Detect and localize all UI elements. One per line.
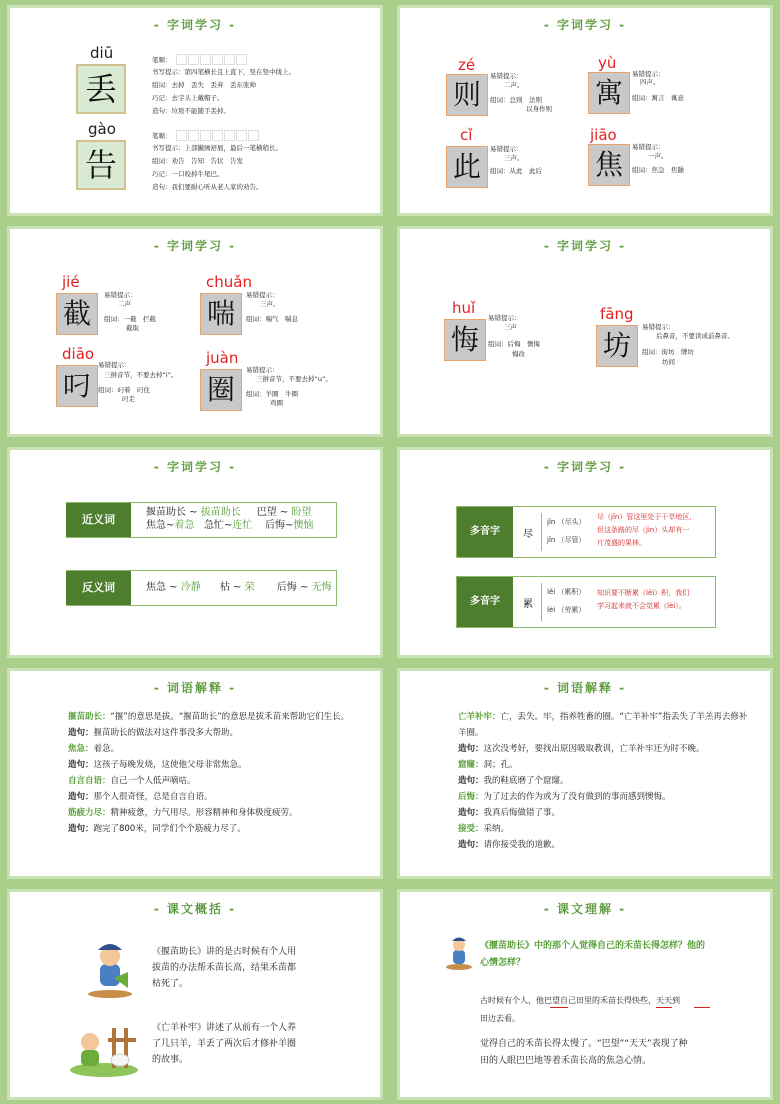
farmer-illustration bbox=[84, 938, 136, 998]
slide-title: - 字词学习 - bbox=[153, 239, 237, 253]
pinyin: zé bbox=[458, 56, 476, 74]
answer-line: 田的人眼巴巴地等着禾苗长高的焦急心情。 bbox=[480, 1056, 652, 1066]
question-line: 心情怎样？ bbox=[480, 958, 526, 968]
pinyin: jié bbox=[62, 273, 80, 291]
sentence-line: 尽（jǐn）管这里处于干旱地区， bbox=[597, 513, 697, 521]
character-box: 悔 bbox=[444, 319, 486, 361]
slide-9 bbox=[10, 892, 380, 1097]
summary-line: 《揠苗助长》讲的是古时候有个人用 bbox=[152, 947, 297, 957]
word-group: 组词：劝告 告知 告状 告发 bbox=[152, 157, 243, 165]
hint-label: 易错提示： bbox=[104, 291, 137, 299]
definition-item bbox=[458, 773, 748, 789]
slide-7 bbox=[10, 671, 380, 876]
definition-item bbox=[458, 757, 748, 773]
word: 枯 bbox=[219, 582, 230, 593]
definition-item bbox=[458, 709, 748, 741]
example-label: 造句： bbox=[458, 776, 484, 786]
character-box: 叼 bbox=[56, 365, 98, 407]
slide-4 bbox=[400, 229, 770, 434]
slide-title: - 课文理解 - bbox=[543, 902, 627, 916]
definition-item bbox=[68, 821, 358, 837]
slide-title: - 课文概括 - bbox=[153, 902, 237, 916]
example-sentence bbox=[597, 511, 696, 550]
antonym-box bbox=[66, 570, 337, 606]
question bbox=[480, 938, 705, 972]
character-box: 喘 bbox=[200, 293, 242, 335]
slide-5 bbox=[10, 450, 380, 655]
slide-title: - 字词学习 - bbox=[543, 18, 627, 32]
hint-text: 三声。 bbox=[260, 300, 280, 308]
character-box: 丢 bbox=[76, 64, 126, 114]
word-pair: 无悔 bbox=[311, 582, 332, 593]
slide-title: - 字词学习 - bbox=[543, 460, 627, 474]
antonym-label: 反义词 bbox=[66, 571, 131, 605]
word-pair: 冷静 bbox=[180, 582, 201, 593]
pinyin: diū bbox=[90, 44, 114, 62]
definition-item bbox=[68, 757, 358, 773]
word-group-extra: 鸡圈 bbox=[270, 399, 283, 407]
term: 焦急： bbox=[68, 744, 94, 754]
definition: 精神疲惫，力气用尽。形容精神和身体极度疲劳。 bbox=[110, 808, 298, 818]
pinyin: huǐ bbox=[452, 299, 476, 317]
word: 揠苗助长 bbox=[146, 507, 186, 518]
memory-tip: 巧记：一口咬掉牛尾巴。 bbox=[152, 170, 224, 178]
definition-item bbox=[458, 821, 748, 837]
term: 后悔： bbox=[458, 792, 484, 802]
word-group-extra: 悔改 bbox=[512, 350, 525, 358]
character-box: 告 bbox=[76, 140, 126, 190]
hint-text: 一声。 bbox=[648, 152, 668, 160]
sentence-line: 知识要不断累（lěi）积，我们 bbox=[597, 589, 690, 597]
example: 这孩子每晚发烧，这使他父母非常焦急。 bbox=[93, 760, 247, 770]
word-group: 组词：叼着 叼住 bbox=[98, 386, 150, 394]
question-line: 《揠苗助长》中的那个人觉得自己的禾苗长得怎样？他的 bbox=[480, 941, 706, 951]
summary-line: 拔苗的办法帮禾苗长高，结果禾苗都 bbox=[152, 963, 297, 973]
farmer-icon bbox=[444, 934, 474, 970]
polyphone-box-2 bbox=[456, 576, 716, 628]
slide-8 bbox=[400, 671, 770, 876]
sentence-line: 但这条路的尽（jìn）头却有一 bbox=[597, 526, 690, 534]
example-label: 造句： bbox=[68, 760, 94, 770]
example: 我真后悔做错了事。 bbox=[483, 808, 561, 818]
word-pair: 连忙 bbox=[232, 520, 253, 531]
antonym-pairs: 焦急 ~ 冷静 枯 ~ 荣 后悔 ~ 无悔 bbox=[146, 582, 332, 593]
hint-label: 易错提示： bbox=[488, 314, 521, 322]
summary-2 bbox=[152, 1020, 296, 1068]
definition-item bbox=[68, 773, 358, 789]
writing-tip: 书写提示：第四笔横长且上直下，竖在竖中线上。 bbox=[152, 68, 295, 76]
word: 巴望 bbox=[256, 507, 277, 518]
synonym-label: 近义词 bbox=[66, 503, 131, 537]
pinyin: diāo bbox=[62, 345, 95, 363]
example-label: 造句： bbox=[458, 808, 484, 818]
hint-label: 易错提示： bbox=[490, 145, 523, 153]
summary-line: 的故事。 bbox=[152, 1055, 189, 1065]
sentence-line: 片茂盛的果林。 bbox=[597, 539, 646, 547]
word: 后悔 bbox=[265, 520, 286, 531]
hint-text: 三声。 bbox=[504, 154, 524, 162]
example: 这次没考好，要找出原因吸取教训，亡羊补牢还为时不晚。 bbox=[483, 744, 705, 754]
definition-item bbox=[458, 789, 748, 805]
pinyin: yù bbox=[598, 54, 617, 72]
word-group: 组词：羊圈 牛圈 bbox=[246, 390, 298, 398]
memory-tip: 巧记：去字头上戴帽子。 bbox=[152, 94, 224, 102]
definition-item bbox=[68, 805, 358, 821]
word-group: 组词：去掉 丢失 丢弃 丢东张帅 bbox=[152, 81, 256, 89]
character-box: 圈 bbox=[200, 369, 242, 411]
polyphone-char: 累 bbox=[523, 599, 533, 610]
definition-list bbox=[458, 709, 748, 853]
term: 筋疲力尽： bbox=[68, 808, 111, 818]
writing-tip: 书写提示：上部撇画舒展，最后一笔横稍长。 bbox=[152, 144, 282, 152]
answer-line: 觉得自己的禾苗长得太慢了。“巴望”“天天”表现了种 bbox=[480, 1039, 688, 1049]
character-box: 坊 bbox=[596, 325, 638, 367]
word-group: 组词：总则 法则 bbox=[490, 96, 542, 104]
polyphone-box-1 bbox=[456, 506, 716, 558]
definition-item bbox=[68, 709, 358, 725]
character-box: 则 bbox=[446, 74, 488, 116]
quote-line: 古时候有个人，他巴望自己田里的禾苗长得快些，天天到 bbox=[480, 996, 680, 1005]
example-label: 造句： bbox=[68, 824, 94, 834]
term: 窟窿： bbox=[458, 760, 484, 770]
hint-label: 易错提示： bbox=[642, 323, 675, 331]
hint-label: 易错提示： bbox=[632, 70, 665, 78]
hint-label: 易错提示： bbox=[246, 366, 279, 374]
quote bbox=[480, 992, 680, 1028]
pinyin: jiāo bbox=[590, 126, 617, 144]
slide-1 bbox=[10, 8, 380, 213]
divider bbox=[541, 583, 542, 621]
slide-6 bbox=[400, 450, 770, 655]
term: 自言自语： bbox=[68, 776, 111, 786]
quote-line: 田边去看。 bbox=[480, 1014, 520, 1023]
word-group: 组词：街坊 牌坊 bbox=[642, 348, 694, 356]
hint-text: 三声 bbox=[504, 323, 517, 331]
summary-1 bbox=[152, 944, 296, 992]
hint-label: 易错提示： bbox=[632, 143, 665, 151]
word-group: 组词：从此 此后 bbox=[490, 167, 542, 175]
example: 跑完了800米，同学们个个筋疲力尽了。 bbox=[93, 824, 246, 834]
sentence: 造句：我们要耐心听从老人家的劝告。 bbox=[152, 183, 263, 191]
definition-item bbox=[68, 789, 358, 805]
sentence-line: 学习起来就不会觉累（lèi）。 bbox=[597, 602, 686, 610]
pinyin: gào bbox=[88, 120, 116, 138]
slide-title: - 字词学习 - bbox=[543, 239, 627, 253]
word-group: 组词：焦急 焦躁 bbox=[632, 166, 684, 174]
pinyin: cǐ bbox=[460, 126, 473, 144]
pinyin: juàn bbox=[206, 349, 239, 367]
underline-3 bbox=[694, 1007, 710, 1008]
example: 请你接受我的道歉。 bbox=[483, 840, 561, 850]
character-box: 焦 bbox=[588, 144, 630, 186]
divider bbox=[541, 513, 542, 551]
synonym-box bbox=[66, 502, 337, 538]
hint-text: 二声 bbox=[118, 300, 131, 308]
example: 那个人很奇怪，总是自言自语。 bbox=[93, 792, 213, 802]
word: 焦急 bbox=[146, 582, 166, 593]
stroke-label: 笔顺： bbox=[152, 56, 172, 64]
synonym-pairs: 揠苗助长 ~ 拔苗助长 巴望 ~ 盼望 焦急~着急 急忙~连忙 后悔~懊恼 bbox=[146, 507, 314, 531]
term: 揠苗助长： bbox=[68, 712, 111, 722]
reading-2: jǐn （尽管） bbox=[547, 536, 586, 544]
pinyin: chuǎn bbox=[206, 273, 252, 291]
definition: 着急。 bbox=[93, 744, 120, 754]
definition-item bbox=[458, 805, 748, 821]
hint-text: 三拼音节，不要去掉“i”。 bbox=[104, 371, 178, 379]
reading-1: jǐn （尽头） bbox=[547, 518, 586, 526]
definition: 亡，丢失。牢，指养牲畜的圈。“亡羊补牢”指丢失了羊羔再去修补羊圈。 bbox=[458, 712, 748, 738]
hint-text: 后鼻音，不要读成前鼻音。 bbox=[656, 332, 734, 340]
example-label: 造句： bbox=[68, 792, 94, 802]
word-group-extra: 坊间 bbox=[662, 358, 675, 366]
slide-2 bbox=[400, 8, 770, 213]
character-box: 寓 bbox=[588, 72, 630, 114]
word: 急忙 bbox=[203, 520, 224, 531]
definition: 采纳。 bbox=[483, 824, 510, 834]
word-group: 组词：一截 拦截 bbox=[104, 315, 156, 323]
word: 后悔 bbox=[276, 582, 297, 593]
slide-3 bbox=[10, 229, 380, 434]
polyphone-label: 多音字 bbox=[457, 577, 513, 627]
word-pair: 着急 bbox=[174, 520, 195, 531]
example: 揠苗助长的做法对这件事没多大帮助。 bbox=[93, 728, 239, 738]
hint-label: 易错提示： bbox=[246, 291, 279, 299]
word-pair: 拔苗助长 bbox=[200, 507, 241, 518]
sentence: 造句：垃圾不能随手丢掉。 bbox=[152, 107, 230, 115]
slide-title: - 词语解释 - bbox=[153, 681, 237, 695]
example-label: 造句： bbox=[458, 744, 484, 754]
reading-1: lěi （累积） bbox=[547, 588, 586, 596]
term: 接受： bbox=[458, 824, 484, 834]
word-pair: 荣 bbox=[244, 582, 255, 593]
definition: “揠”的意思是拔。“揠苗助长”的意思是拔禾苗来帮助它们生长。 bbox=[110, 712, 350, 722]
example-sentence bbox=[597, 587, 689, 613]
word-pair: 懊恼 bbox=[293, 520, 314, 531]
hint-label: 易错提示： bbox=[490, 72, 523, 80]
term: 亡羊补牢： bbox=[458, 712, 501, 722]
definition: 为了过去的作为或为了没有做到的事而感到懊悔。 bbox=[483, 792, 671, 802]
definition-item bbox=[458, 741, 748, 757]
hint-label: 易错提示： bbox=[98, 361, 131, 369]
example-label: 造句： bbox=[458, 840, 484, 850]
answer bbox=[480, 1036, 688, 1070]
slide-title: - 词语解释 - bbox=[543, 681, 627, 695]
summary-line: 了几只羊，羊丢了两次后才修补羊圈 bbox=[152, 1039, 297, 1049]
slide-10 bbox=[400, 892, 770, 1097]
hint-text: 三拼音节，不要去掉“u”。 bbox=[256, 375, 332, 383]
definition: 自己一个人低声嘀咕。 bbox=[110, 776, 196, 786]
definition: 洞；孔。 bbox=[483, 760, 518, 770]
slide-title: - 字词学习 - bbox=[153, 460, 237, 474]
slide-title: - 字词学习 - bbox=[153, 18, 237, 32]
sheep-illustration bbox=[68, 1022, 140, 1077]
word-group: 组词：喘气 喘息 bbox=[246, 315, 298, 323]
summary-line: 枯死了。 bbox=[152, 979, 189, 989]
word-group-extra: 以身作则 bbox=[526, 105, 552, 113]
underline-2 bbox=[656, 1007, 672, 1008]
word-group: 组词：后悔 懊悔 bbox=[488, 340, 540, 348]
example-label: 造句： bbox=[68, 728, 94, 738]
reading-2: lèi （劳累） bbox=[547, 606, 586, 614]
stroke-label: 笔顺： bbox=[152, 132, 172, 140]
word-group: 组词：寓言 寓意 bbox=[632, 94, 684, 102]
definition-item bbox=[68, 725, 358, 741]
stroke-order bbox=[176, 54, 247, 64]
definition-item bbox=[68, 741, 358, 757]
stroke-order bbox=[176, 130, 259, 140]
word-pair: 盼望 bbox=[291, 507, 312, 518]
word: 焦急 bbox=[146, 520, 166, 531]
example: 我的鞋底磨了个窟窿。 bbox=[483, 776, 569, 786]
definition-item bbox=[458, 837, 748, 853]
pinyin: fāng bbox=[600, 305, 634, 323]
word-group-extra: 截取 bbox=[126, 324, 139, 332]
definition-list bbox=[68, 709, 358, 837]
summary-line: 《亡羊补牢》讲述了从前有一个人养 bbox=[152, 1023, 297, 1033]
character-box: 此 bbox=[446, 146, 488, 188]
character-box: 截 bbox=[56, 293, 98, 335]
hint-text: 四声。 bbox=[640, 78, 660, 86]
hint-text: 二声。 bbox=[504, 81, 524, 89]
word-group-extra: 叼走 bbox=[122, 395, 135, 403]
polyphone-label: 多音字 bbox=[457, 507, 513, 557]
polyphone-char: 尽 bbox=[523, 529, 533, 540]
underline-1 bbox=[550, 1007, 568, 1008]
